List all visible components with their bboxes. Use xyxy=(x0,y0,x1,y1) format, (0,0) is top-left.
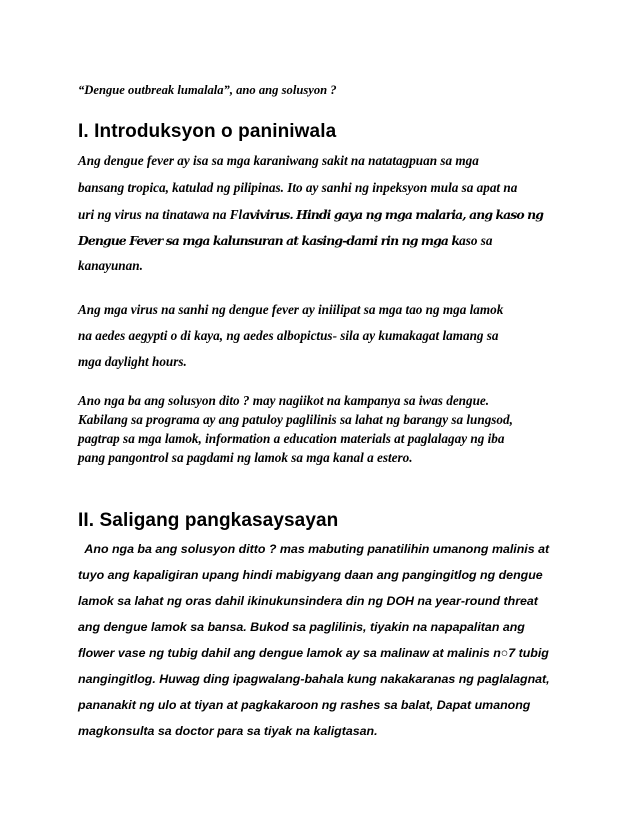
paragraph-line-mixed xyxy=(78,232,492,250)
paragraph-line: kanayunan. xyxy=(78,258,143,273)
paragraph-line: pang pangontrol sa pagdami ng lamok sa mga kanal a estero. xyxy=(78,450,413,465)
paragraph-line: tuyo ang kapaligiran upang hindi mabigyang daan ang pangingitlog ng dengue xyxy=(78,568,543,582)
paragraph-line: magkonsulta sa doctor para sa tiyak na kaligtasan. xyxy=(78,724,378,738)
paragraph-line: bansang tropica, katulad ng pilipinas. Ito ay sanhi ng inpeksyon mula sa apat na xyxy=(78,180,518,195)
text-run: Dengue Fever sa mga kalunsuran at kasing-dami rin ng mga k xyxy=(78,233,460,248)
paragraph-line: Ang mga virus na sanhi ng dengue fever ay iniilipat sa mga tao ng mga lamok xyxy=(78,302,504,317)
paragraph-line: pananakit ng ulo at tiyan at pagkakaroon ng rashes sa balat, Dapat umanong xyxy=(78,698,531,712)
section-heading-saligang-pangkasaysayan: II. Saligang pangkasaysayan xyxy=(78,510,339,531)
paragraph-line: pagtrap sa mga lamok, information a education materials at paglalagay ng iba xyxy=(78,431,505,446)
document-title: “Dengue outbreak lumalala”, ano ang solusyon ? xyxy=(78,83,337,97)
text-run: aso sa xyxy=(459,233,493,248)
paragraph-line: Ano nga ba ang solusyon dito ? may nagiikot na kampanya sa iwas dengue. xyxy=(78,393,490,408)
paragraph-line: Kabilang sa programa ay ang patuloy paglilinis sa lahat ng barangy sa lungsod, xyxy=(78,412,513,427)
paragraph-line: Ang dengue fever ay isa sa mga karaniwang sakit na natatagpuan sa mga xyxy=(78,153,479,168)
paragraph-line: na aedes aegypti o di kaya, ng aedes albopictus- sila ay kumakagat lamang sa xyxy=(78,328,499,343)
text-run: avivirus. Hindi gaya ng mga malaria, ang kaso ng xyxy=(242,207,544,222)
text-run: uri ng virus na tinatawa na Fl xyxy=(78,207,243,222)
paragraph-line: lamok sa lahat ng oras dahil ikinukunsindera din ng DOH na year-round threat xyxy=(78,594,538,608)
paragraph-line: mga daylight hours. xyxy=(78,354,187,369)
section-heading-introduksyon: I. Introduksyon o paniniwala xyxy=(78,121,337,142)
paragraph-line-mixed xyxy=(78,206,543,224)
paragraph-line: ang dengue lamok sa bansa. Bukod sa paglilinis, tiyakin na napapalitan ang xyxy=(78,620,525,634)
paragraph-line: Ano nga ba ang solusyon ditto ? mas mabuting panatilihin umanong malinis at xyxy=(78,542,550,556)
paragraph-line: flower vase ng tubig dahil ang dengue lamok ay sa malinaw at malinis n○7 tubig xyxy=(78,646,549,660)
paragraph-line: nangingitlog. Huwag ding ipagwalang-bahala kung nakakaranas ng paglalagnat, xyxy=(78,672,550,686)
